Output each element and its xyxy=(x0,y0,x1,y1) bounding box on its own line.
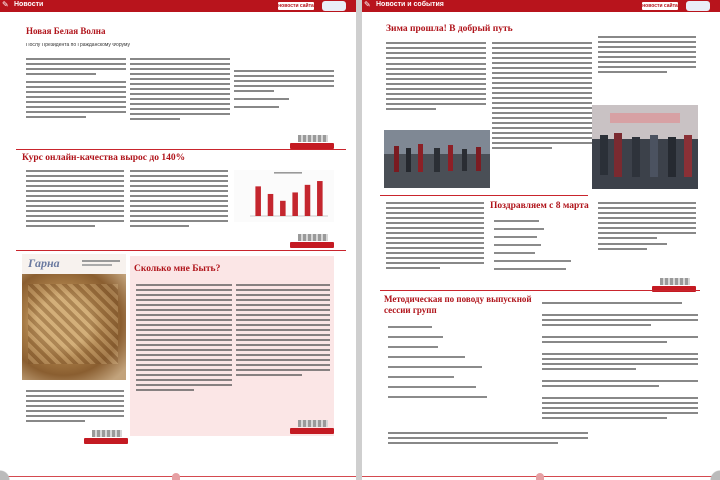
article-text-col2 xyxy=(130,58,230,123)
article-text-col3 xyxy=(598,202,696,253)
article-title: Курс онлайн-качества вырос до 140% xyxy=(22,153,186,163)
arrow-icon: ✎ xyxy=(364,0,371,9)
article-text-col3 xyxy=(234,70,334,111)
divider xyxy=(16,250,346,251)
article-text-col1 xyxy=(386,42,486,113)
chart-heading-mark xyxy=(274,172,302,174)
article-text-col1 xyxy=(386,202,484,272)
article-text-col2 xyxy=(542,302,698,422)
article-text-col2 xyxy=(130,170,228,230)
page-footer xyxy=(0,473,356,480)
page-curl-icon[interactable] xyxy=(706,470,720,480)
chart-bar xyxy=(268,194,274,216)
article-text-col2 xyxy=(492,42,592,152)
section-label: Новости xyxy=(14,1,44,8)
article-text-col2 xyxy=(236,284,330,379)
magazine-title: Гарна xyxy=(28,256,60,270)
chart-bar xyxy=(292,192,298,216)
read-more-stamp[interactable] xyxy=(290,234,334,248)
page-footer xyxy=(362,473,720,480)
event-photo xyxy=(384,130,490,188)
read-more-stamp[interactable] xyxy=(290,135,334,149)
right-page xyxy=(362,0,720,480)
header-tag[interactable]: новости сайта xyxy=(642,3,678,9)
greeting-list xyxy=(494,220,584,276)
read-more-stamp[interactable] xyxy=(84,430,128,444)
event-photo xyxy=(592,105,698,189)
chart-bar xyxy=(317,181,323,216)
caption-text xyxy=(26,390,124,425)
page-header-bar xyxy=(0,0,356,12)
chart-bar xyxy=(280,201,286,216)
chart-bar xyxy=(305,185,311,216)
chart-bar xyxy=(255,186,261,216)
article-text-col1 xyxy=(26,170,124,230)
divider xyxy=(380,290,700,291)
article-text-col3 xyxy=(598,36,696,76)
divider xyxy=(380,195,588,196)
article-text-col1 xyxy=(26,58,126,121)
read-more-stamp[interactable] xyxy=(290,420,334,434)
header-tag[interactable]: новости сайта xyxy=(278,3,314,9)
article-title: Сколько мне Быть? xyxy=(134,264,221,274)
article-title: Зима прошла! В добрый путь xyxy=(386,24,513,34)
article-title: Новая Белая Волна xyxy=(26,26,106,36)
magazine-cover-image xyxy=(22,254,126,380)
article-title: Методическая по поводу выпускной сессии групп xyxy=(384,294,532,315)
logo-icon xyxy=(686,1,710,11)
left-page xyxy=(0,0,356,480)
schedule-list xyxy=(388,326,498,406)
article-text xyxy=(388,432,588,447)
page-curl-icon[interactable] xyxy=(0,470,14,480)
bar-chart-svg xyxy=(234,170,334,222)
article-subtitle: Послу Президента по Гражданскому Форуму xyxy=(26,43,130,48)
article-text-col1 xyxy=(136,284,232,394)
section-label: Новости и события xyxy=(376,1,444,8)
bar-chart xyxy=(234,170,334,222)
page-header-bar xyxy=(362,0,720,12)
article-title: Поздравляем с 8 марта xyxy=(490,201,589,211)
logo-icon xyxy=(322,1,346,11)
divider xyxy=(16,149,346,150)
arrow-icon: ✎ xyxy=(2,0,9,9)
